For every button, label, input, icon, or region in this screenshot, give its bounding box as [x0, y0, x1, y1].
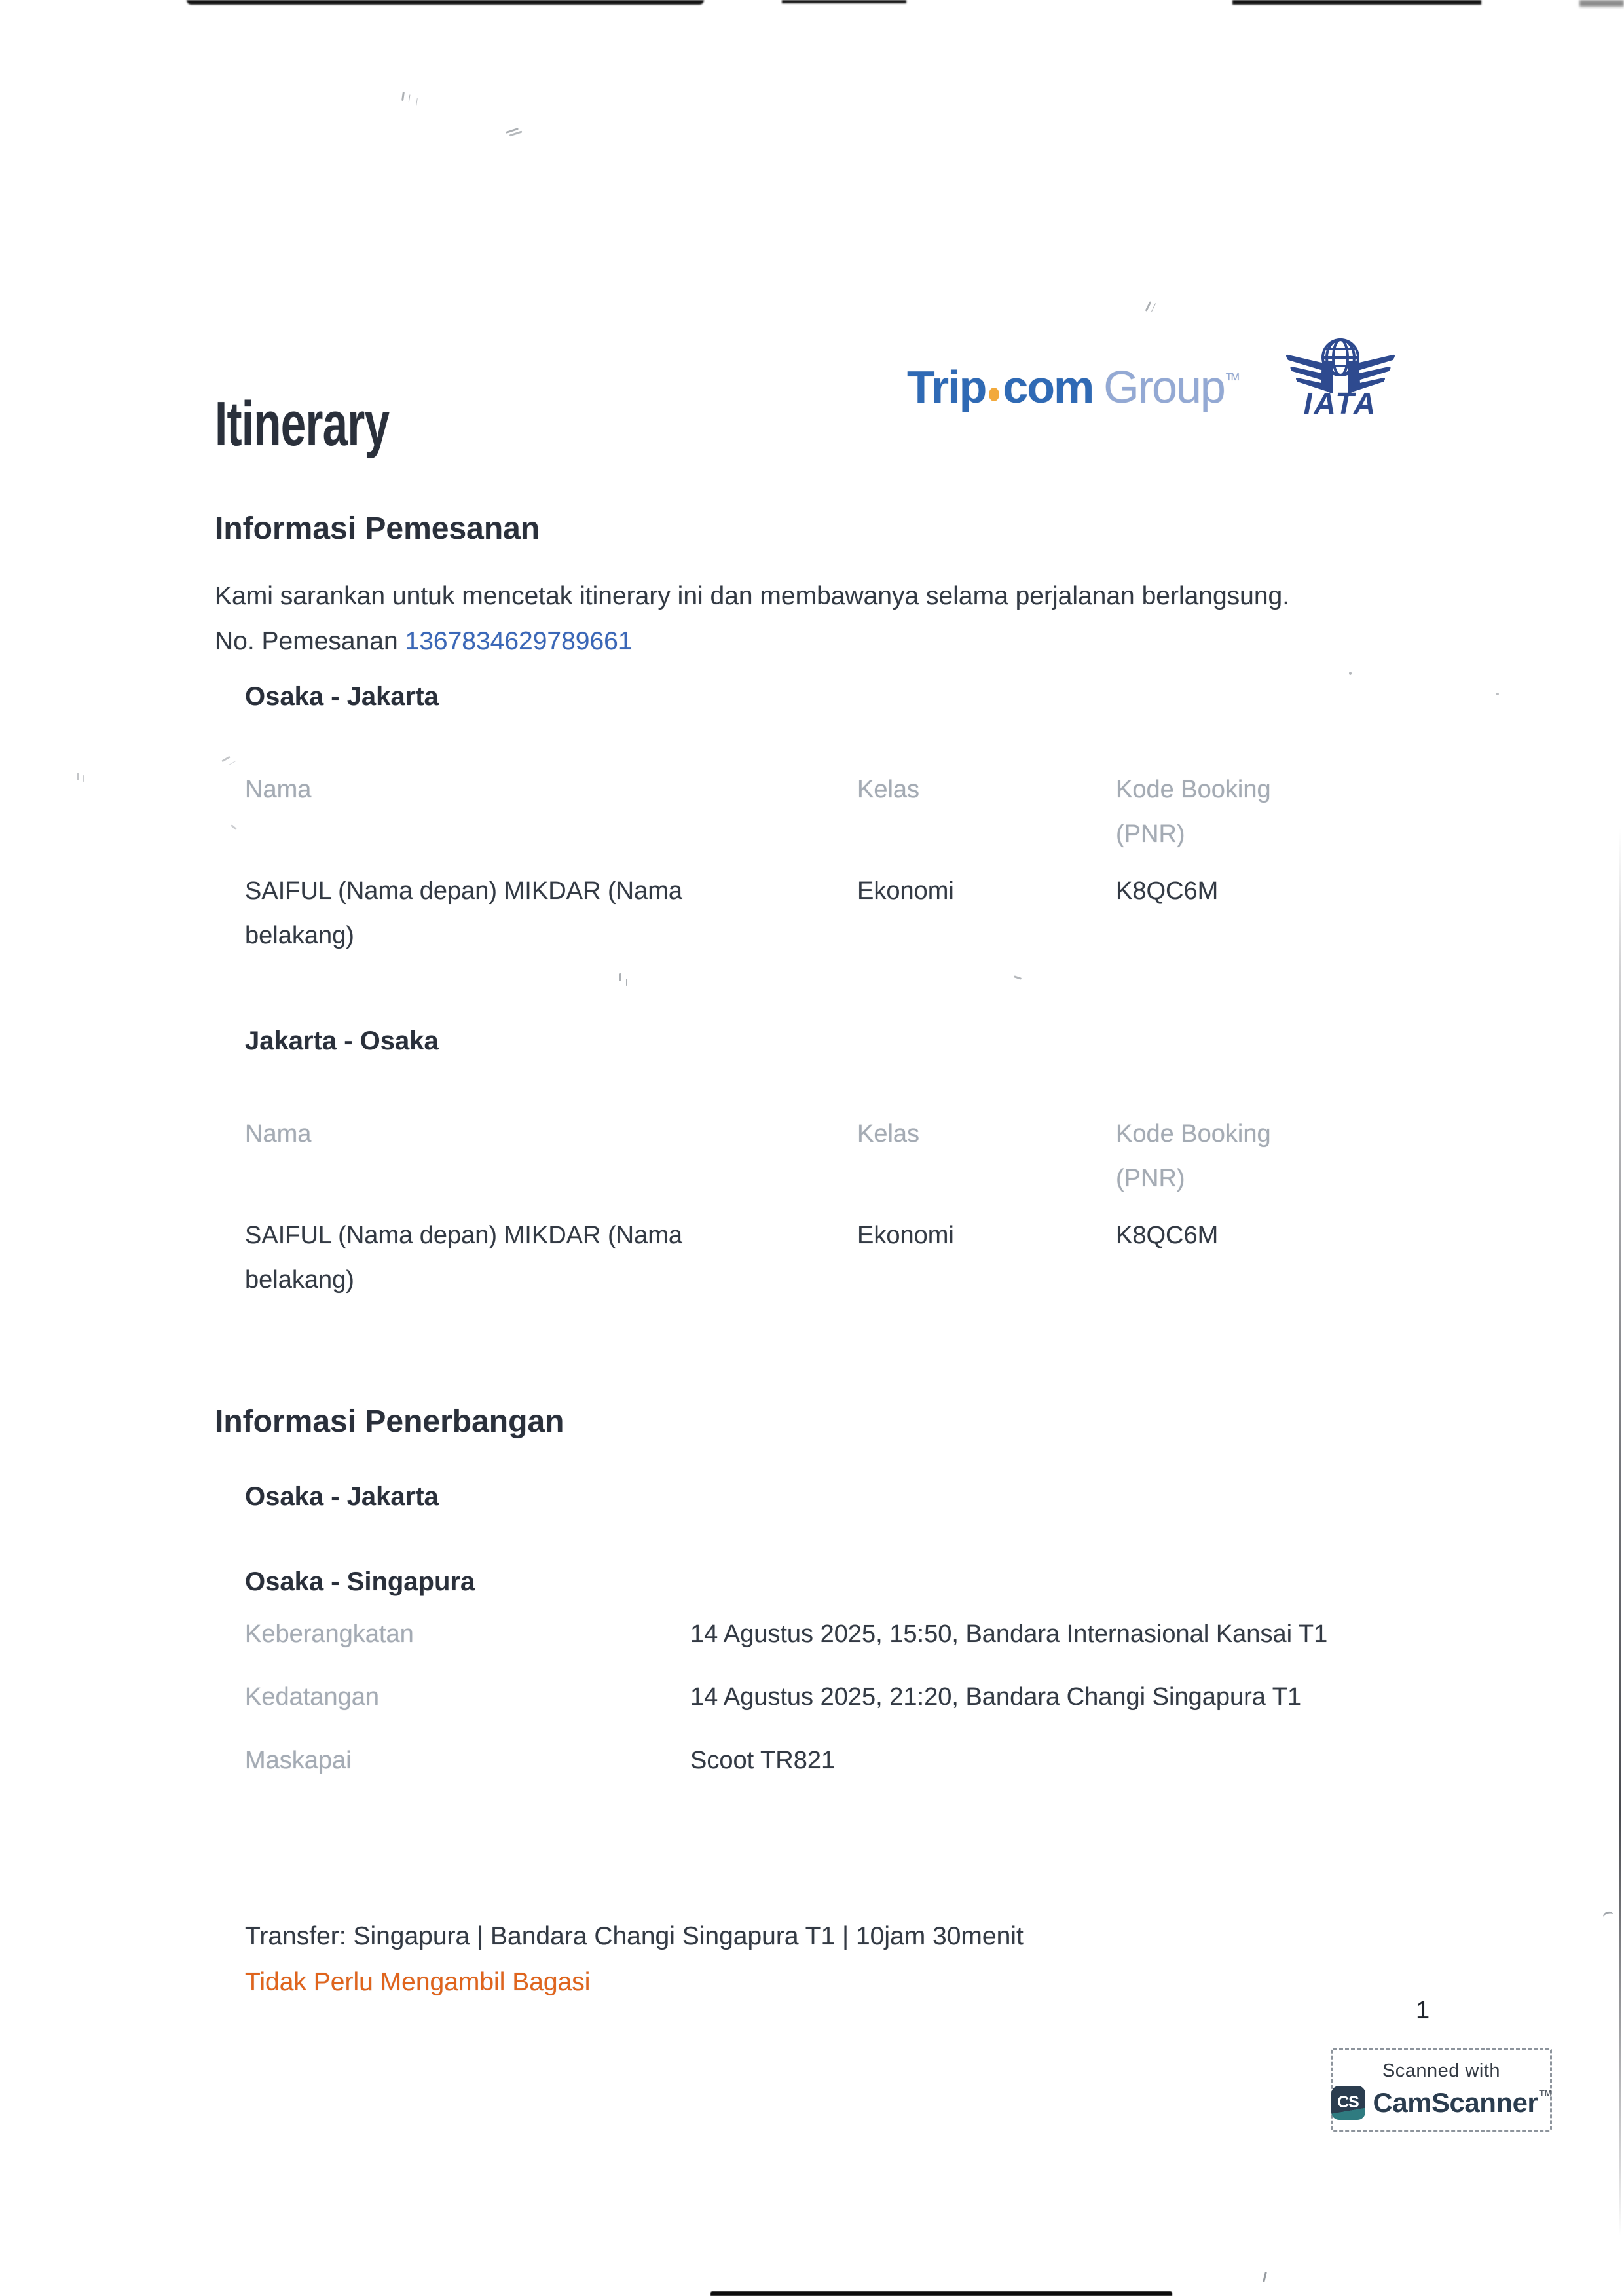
camscanner-watermark — [1331, 2048, 1552, 2132]
flight-info-heading: Informasi Penerbangan — [215, 1404, 564, 1439]
tripcom-logo-trip: Trip — [907, 361, 986, 412]
scan-speck — [1496, 693, 1499, 695]
passenger-table — [245, 1112, 1384, 1303]
trademark-symbol: TM — [1225, 372, 1238, 383]
airline-label: Maskapai — [245, 1746, 352, 1774]
scan-artifact-top-mark — [1232, 0, 1481, 5]
column-header-name: Nama — [245, 776, 312, 803]
scan-artifact-top-mark — [187, 0, 704, 5]
booking-note: Kami sarankan untuk mencetak itinerary ini dan membawanya selama perjalanan berlangsung. — [215, 582, 1290, 610]
scan-speck — [231, 824, 237, 830]
departure-label: Keberangkatan — [245, 1620, 414, 1648]
scan-artifact-edge-line — [1619, 828, 1621, 2236]
booking-number-link[interactable]: 1367834629789661 — [405, 627, 633, 655]
tripcom-logo-group: Group — [1103, 361, 1225, 412]
scan-speck — [1263, 2272, 1267, 2282]
camscanner-brand-text: CamScanner ™ — [1373, 2086, 1552, 2118]
arrival-label: Kedatangan — [245, 1683, 379, 1711]
column-header-class: Kelas — [857, 1120, 920, 1148]
column-header-class: Kelas — [857, 776, 920, 803]
passenger-name: SAIFUL (Nama depan) MIKDAR (Nama belakang) — [245, 1221, 683, 1294]
pnr-code: K8QC6M — [1116, 1221, 1219, 1249]
column-header-name: Nama — [245, 1120, 312, 1148]
scan-speck — [221, 756, 231, 763]
flight-leg-route: Osaka - Singapura — [245, 1567, 475, 1596]
scan-speck — [77, 773, 79, 780]
scanned-with-label: Scanned with — [1382, 2060, 1501, 2081]
booking-segment-card — [245, 1025, 1384, 1303]
camscanner-app-icon: CS — [1331, 2086, 1365, 2120]
iata-logo-text: IATA — [1303, 386, 1378, 418]
tripcom-dot-icon — [989, 388, 999, 401]
page-title: Itinerary — [215, 389, 390, 460]
tripcom-group-logo — [907, 361, 1238, 412]
scan-artifact-top-mark — [782, 0, 906, 3]
segment-route: Jakarta - Osaka — [245, 1027, 439, 1055]
booking-number-label: No. Pemesanan — [215, 627, 398, 655]
cabin-class: Ekonomi — [857, 877, 954, 905]
scan-speck — [506, 128, 519, 134]
tripcom-logo-com: com — [1003, 361, 1094, 412]
departure-value: 14 Agustus 2025, 15:50, Bandara Internasional Kansai T1 — [690, 1620, 1328, 1648]
iata-logo — [1281, 331, 1400, 418]
scan-speck — [619, 973, 621, 981]
column-header-pnr: Kode Booking (PNR) — [1116, 1120, 1271, 1193]
scan-speck — [1145, 301, 1152, 312]
booking-info-heading: Informasi Pemesanan — [215, 511, 540, 546]
pnr-code: K8QC6M — [1116, 877, 1219, 905]
booking-number-line — [215, 623, 633, 661]
iata-winged-globe-icon — [1281, 331, 1400, 418]
camscanner-brand-row — [1331, 2086, 1552, 2120]
booking-segment-card — [245, 681, 1384, 958]
scan-speck — [1014, 975, 1022, 980]
airline-value: Scoot TR821 — [690, 1746, 836, 1774]
scan-speck — [1602, 1910, 1615, 1922]
arrival-value: 14 Agustus 2025, 21:20, Bandara Changi Singapura T1 — [690, 1683, 1302, 1711]
transfer-info: Transfer: Singapura | Bandara Changi Singapura T1 | 10jam 30menit — [245, 1922, 1024, 1950]
flight-group-route: Osaka - Jakarta — [245, 1482, 439, 1511]
baggage-note: Tidak Perlu Mengambil Bagasi — [245, 1968, 591, 1996]
scan-speck — [401, 92, 405, 101]
scan-artifact-top-corner — [1579, 0, 1624, 7]
scan-speck — [1349, 672, 1352, 675]
passenger-table — [245, 767, 1384, 958]
column-header-pnr: Kode Booking (PNR) — [1116, 776, 1271, 848]
flight-detail-table — [245, 1612, 1358, 1783]
trademark-symbol: TM — [1539, 2087, 1552, 2098]
passenger-name: SAIFUL (Nama depan) MIKDAR (Nama belakang) — [245, 877, 683, 950]
segment-route: Osaka - Jakarta — [245, 682, 439, 711]
cabin-class: Ekonomi — [857, 1221, 954, 1249]
page-number: 1 — [1416, 1997, 1430, 2024]
scan-artifact-bottom-mark — [710, 2291, 1172, 2296]
